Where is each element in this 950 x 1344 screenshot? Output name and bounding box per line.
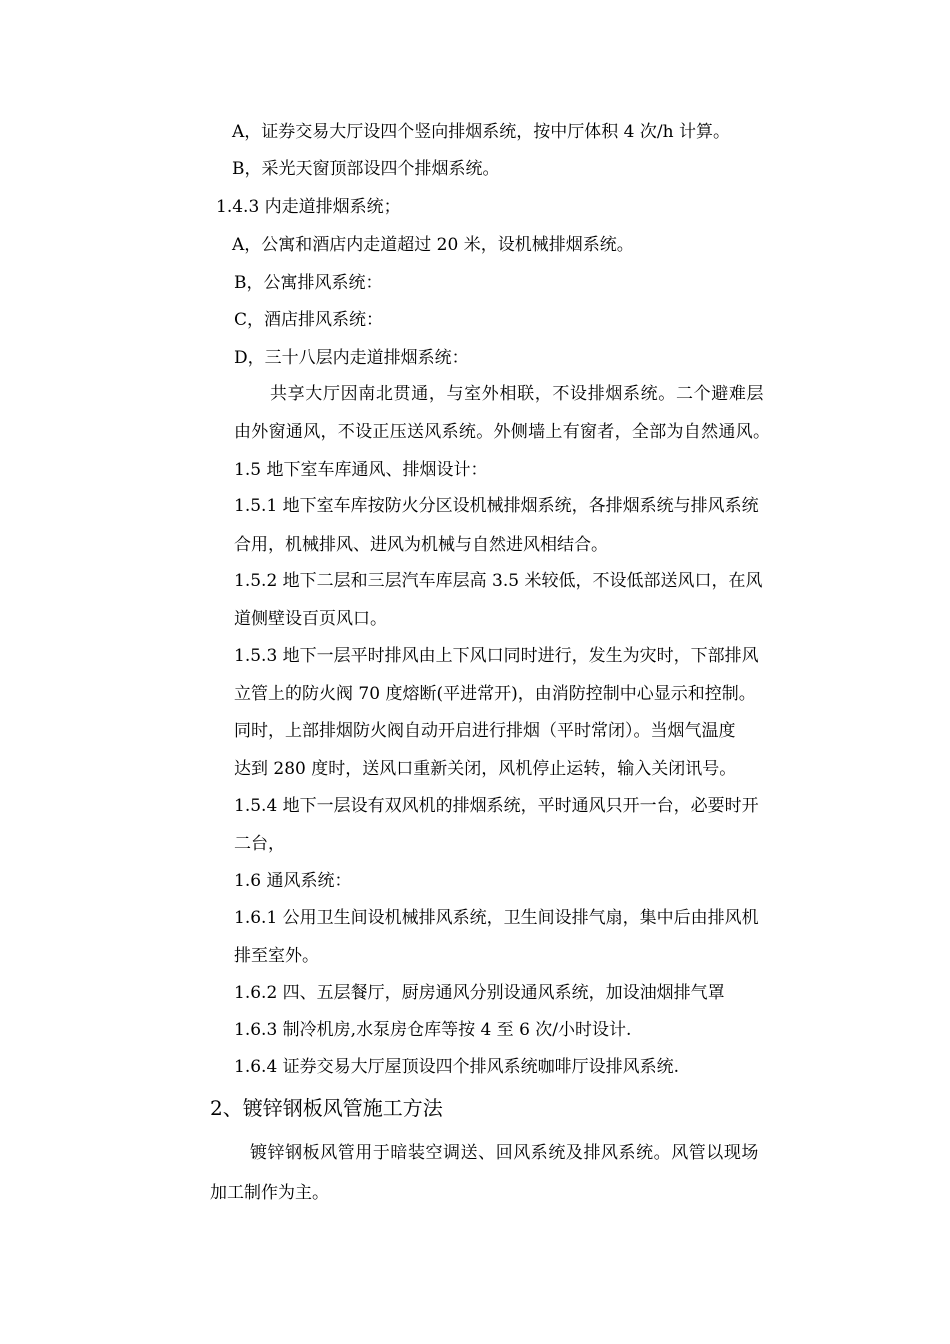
- text-line: 立管上的防火阀 70 度熔断(平进常开)，由消防控制中心显示和控制。: [234, 684, 756, 704]
- text-line: 1.6.3 制冷机房,水泵房仓库等按 4 至 6 次/小时设计.: [234, 1020, 632, 1040]
- text-line: C，酒店排风系统：: [234, 310, 384, 330]
- text-line: 1.5 地下室车库通风、排烟设计：: [234, 460, 488, 480]
- text-line: 1.6 通风系统：: [234, 871, 352, 891]
- text-line: A，公寓和酒店内走道超过 20 米，设机械排烟系统。: [232, 235, 634, 255]
- text-line: D，三十八层内走道排烟系统：: [234, 348, 469, 368]
- text-line: B，公寓排风系统：: [234, 273, 383, 293]
- text-line: B，采光天窗顶部设四个排烟系统。: [232, 159, 500, 179]
- text-line: 合用，机械排风、进风为机械与自然进风相结合。: [234, 535, 608, 555]
- text-line: 同时，上部排烟防火阀自动开启进行排烟（平时常闭）。当烟气温度: [234, 721, 736, 741]
- paragraph-line: 加工制作为主。: [210, 1183, 329, 1203]
- text-line: 1.6.4 证券交易大厅屋顶设四个排风系统咖啡厅设排风系统.: [234, 1057, 680, 1077]
- text-line: 1.6.2 四、五层餐厅，厨房通风分别设通风系统，加设油烟排气罩: [234, 983, 725, 1003]
- text-line: 1.5.1 地下室车库按防火分区设机械排烟系统，各排烟系统与排风系统: [234, 496, 759, 516]
- text-line: 达到 280 度时，送风口重新关闭，风机停止运转，输入关闭讯号。: [234, 759, 737, 779]
- text-line: 1.5.3 地下一层平时排风由上下风口同时进行，发生为灾时，下部排风: [234, 646, 759, 666]
- text-line: 1.5.4 地下一层设有双风机的排烟系统，平时通风只开一台，必要时开: [234, 796, 759, 816]
- text-line: 二台，: [234, 834, 285, 854]
- text-line: 1.5.2 地下二层和三层汽车库层高 3.5 米较低，不设低部送风口，在风: [234, 571, 763, 591]
- section-heading: 2、镀锌钢板风管施工方法: [210, 1096, 443, 1120]
- text-line: 1.4.3 内走道排烟系统；: [216, 197, 401, 217]
- text-line: 排至室外。: [234, 946, 319, 966]
- text-line: 由外窗通风，不设正压送风系统。外侧墙上有窗者，全部为自然通风。: [234, 422, 771, 442]
- paragraph-line: 镀锌钢板风管用于暗装空调送、回风系统及排风系统。风管以现场: [250, 1143, 759, 1163]
- text-line: 共享大厅因南北贯通，与室外相联，不设排烟系统。二个避难层: [270, 384, 765, 404]
- text-line: 1.6.1 公用卫生间设机械排风系统，卫生间设排气扇，集中后由排风机: [234, 908, 759, 928]
- text-line: A，证券交易大厅设四个竖向排烟系统，按中厅体积 4 次/h 计算。: [232, 122, 730, 142]
- text-line: 道侧壁设百页风口。: [234, 609, 387, 629]
